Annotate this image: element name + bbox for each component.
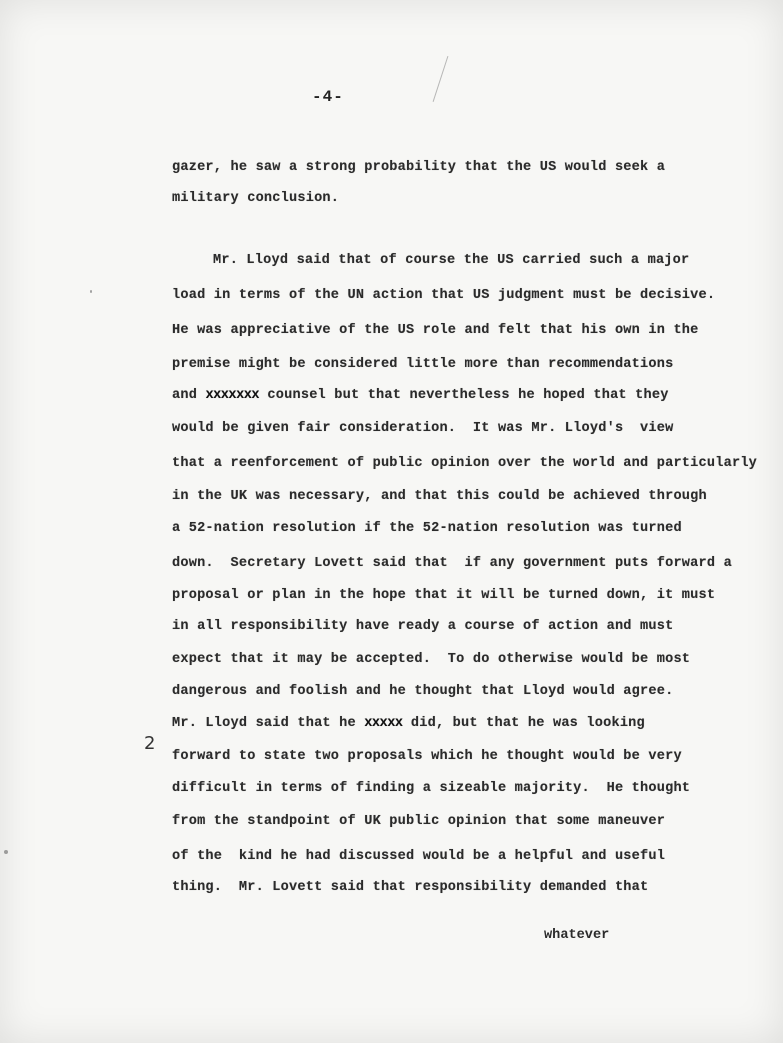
text-line: forward to state two proposals which he thought would be very: [172, 749, 682, 764]
text-line: expect that it may be accepted. To do otherwise would be most: [172, 652, 691, 667]
text-line: a 52-nation resolution if the 52-nation resolution was turned: [172, 521, 682, 536]
text-fragment: counsel but that nevertheless he hoped that they: [259, 388, 669, 403]
paper-speck: [4, 850, 8, 854]
text-line: dangerous and foolish and he thought that Lloyd would agree.: [172, 684, 674, 699]
text-line: that a reenforcement of public opinion over the world and particularly: [172, 456, 758, 471]
text-line: of the kind he had discussed would be a helpful and useful: [172, 849, 666, 864]
text-line: thing. Mr. Lovett said that responsibility demanded that: [172, 880, 649, 895]
text-line: gazer, he saw a strong probability that the US would seek a: [172, 160, 666, 175]
text-line: proposal or plan in the hope that it will be turned down, it must: [172, 588, 716, 603]
text-line: in the UK was necessary, and that this could be achieved through: [172, 489, 707, 504]
page-number: -4-: [312, 88, 344, 106]
paper-speck: [90, 290, 92, 293]
text-line: load in terms of the UN action that US judgment must be decisive.: [172, 288, 716, 303]
margin-annotation: 2: [144, 733, 156, 754]
struck-out-word: xxxxx: [364, 716, 403, 731]
text-line: premise might be considered little more than recommendations: [172, 357, 674, 372]
paragraph-start-line: Mr. Lloyd said that of course the US carried such a major: [213, 253, 690, 268]
text-line: in all responsibility have ready a course of action and must: [172, 619, 674, 634]
text-fragment: and: [172, 388, 206, 403]
text-line: military conclusion.: [172, 191, 340, 206]
catchword: whatever: [544, 928, 610, 943]
text-line: [172, 386, 669, 406]
text-fragment: Mr. Lloyd said that he: [172, 716, 365, 731]
text-line: down. Secretary Lovett said that if any government puts forward a: [172, 556, 732, 571]
text-line: difficult in terms of finding a sizeable majority. He thought: [172, 781, 691, 796]
text-line: He was appreciative of the US role and felt that his own in the: [172, 323, 699, 338]
text-line: would be given fair consideration. It was Mr. Lloyd's view: [172, 421, 674, 436]
struck-out-word: xxxxxxx: [205, 388, 260, 403]
pen-stroke-mark: [433, 56, 449, 102]
text-fragment: did, but that he was looking: [402, 716, 645, 731]
text-line: [172, 714, 645, 734]
text-line: from the standpoint of UK public opinion that some maneuver: [172, 814, 666, 829]
